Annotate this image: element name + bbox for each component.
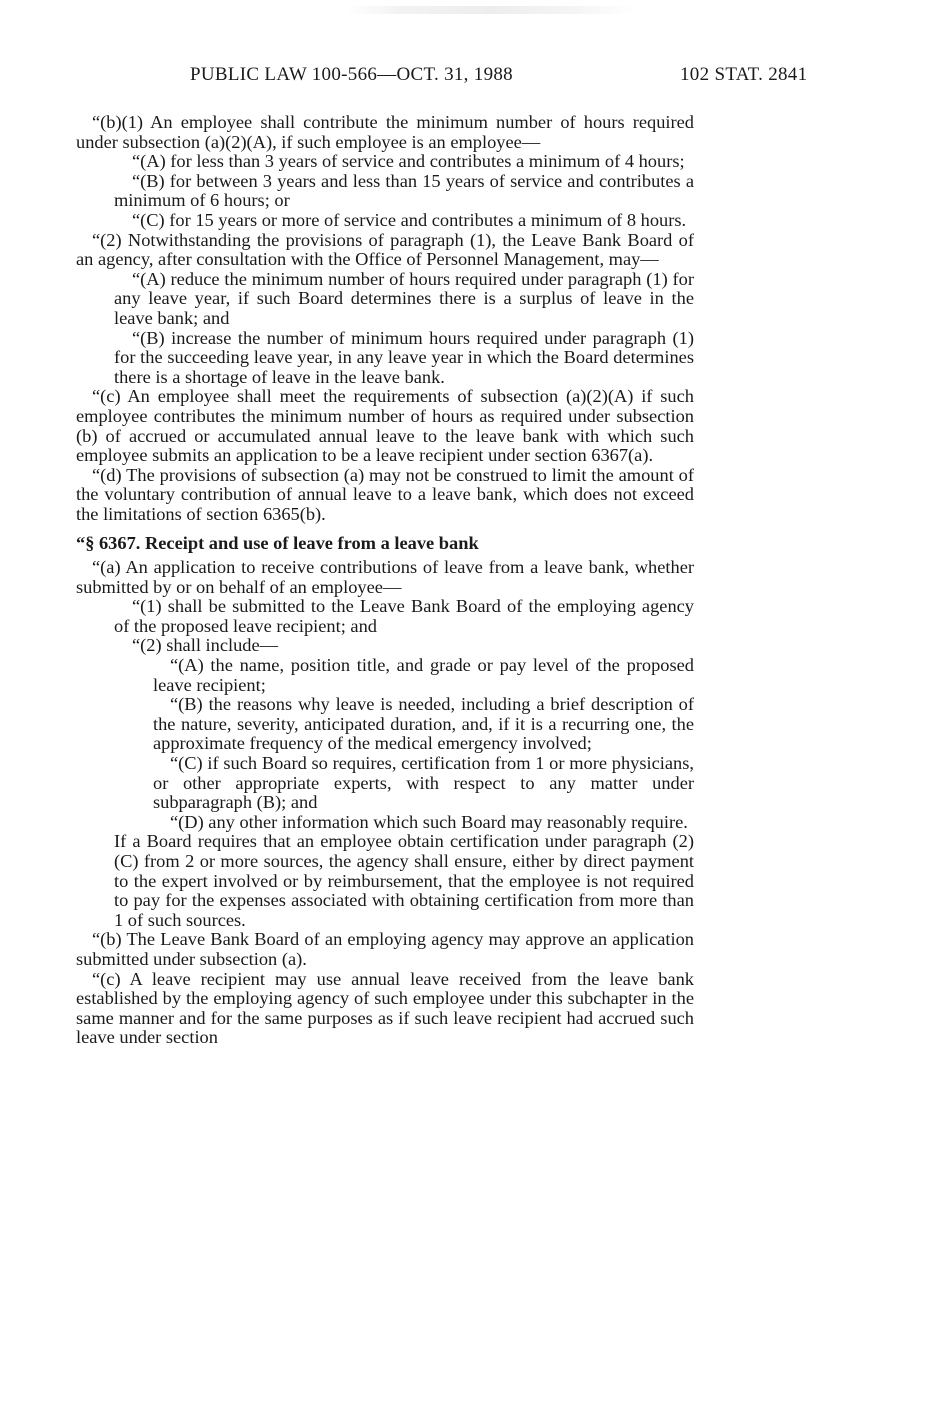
paragraph-b2: “(2) Notwithstanding the provisions of paragraph (1), the Leave Bank Board of an agency, after consultation with the Office of Personnel Management, may—: [76, 229, 694, 270]
subsection-d: “(d) The provisions of subsection (a) may not be construed to limit the amount of the voluntary contribution of annual leave to a leave bank, which does not exceed the limitations of section 6365(b).: [76, 464, 694, 524]
running-head-title: PUBLIC LAW 100-566—OCT. 31, 1988: [190, 64, 513, 85]
page-header: [0, 64, 949, 90]
subsection-c: “(c) An employee shall meet the requirements of subsection (a)(2)(A) if such employee contributes the minimum number of hours as required under subsection (b) of accrued or accumulated annual leave to the leave bank with which such employee submits an application to be a leave recipient under section 6367(a).: [76, 386, 694, 466]
clause-b2-B: “(B) increase the number of minimum hours required under paragraph (1) for the succeeding leave year, in any leave year in which the Board determines there is a shortage of leave in the leave bank.: [114, 327, 694, 387]
subsection-6367-a: “(a) An application to receive contributions of leave from a leave bank, whether submitted by or on behalf of an employee—: [76, 557, 694, 597]
section-heading-6367: “§ 6367. Receipt and use of leave from a leave bank: [76, 533, 479, 554]
certification-provision: If a Board requires that an employee obtain certification under paragraph (2)(C) from 2 or more sources, the agency shall ensure, either by direct payment to the expert involved or by reimbursement, that the employee is not required to pay for the expenses associated with obtaining certification from more than 1 of such sources.: [114, 831, 694, 930]
scan-artifact: [345, 6, 635, 14]
clause-b1-C: “(C) for 15 years or more of service and contributes a minimum of 8 hours.: [132, 209, 687, 230]
clause-6367-a2-D: “(D) any other information which such Board may reasonably require.: [170, 811, 688, 832]
subsection-6367-c: “(c) A leave recipient may use annual leave received from the leave bank established by the employing agency of such employee under this subchapter in the same manner and for the same purposes as if such leave recipient had accrued such leave under section: [76, 968, 694, 1048]
clause-b1-A: “(A) for less than 3 years of service and contributes a minimum of 4 hours;: [132, 151, 685, 172]
clause-6367-a2-A: “(A) the name, position title, and grade or pay level of the proposed leave recipient;: [153, 655, 694, 695]
statute-page-number: 102 STAT. 2841: [680, 64, 808, 85]
page-body: [76, 113, 694, 1048]
clause-6367-a2-B: “(B) the reasons why leave is needed, including a brief description of the nature, severity, anticipated duration, and, if it is a recurring one, the approximate frequency of the medical emergency involved;: [153, 694, 694, 754]
paragraph-6367-a2: “(2) shall include—: [132, 635, 279, 656]
clause-b2-A: “(A) reduce the minimum number of hours required under paragraph (1) for any leave year, if such Board determines there is a surplus of leave in the leave bank; and: [114, 268, 694, 328]
subsection-6367-b: “(b) The Leave Bank Board of an employing agency may approve an application submitted under subsection (a).: [76, 929, 694, 969]
clause-6367-a2-C: “(C) if such Board so requires, certification from 1 or more physicians, or other appropriate experts, with respect to any matter under subparagraph (B); and: [153, 753, 694, 813]
clause-b1-B: “(B) for between 3 years and less than 15 years of service and contributes a minimum of 6 hours; or: [114, 170, 694, 211]
paragraph-b1: “(b)(1) An employee shall contribute the minimum number of hours required under subsection (a)(2)(A), if such employee is an employee—: [76, 112, 694, 152]
paragraph-6367-a1: “(1) shall be submitted to the Leave Bank Board of the employing agency of the proposed leave recipient; and: [114, 596, 694, 636]
